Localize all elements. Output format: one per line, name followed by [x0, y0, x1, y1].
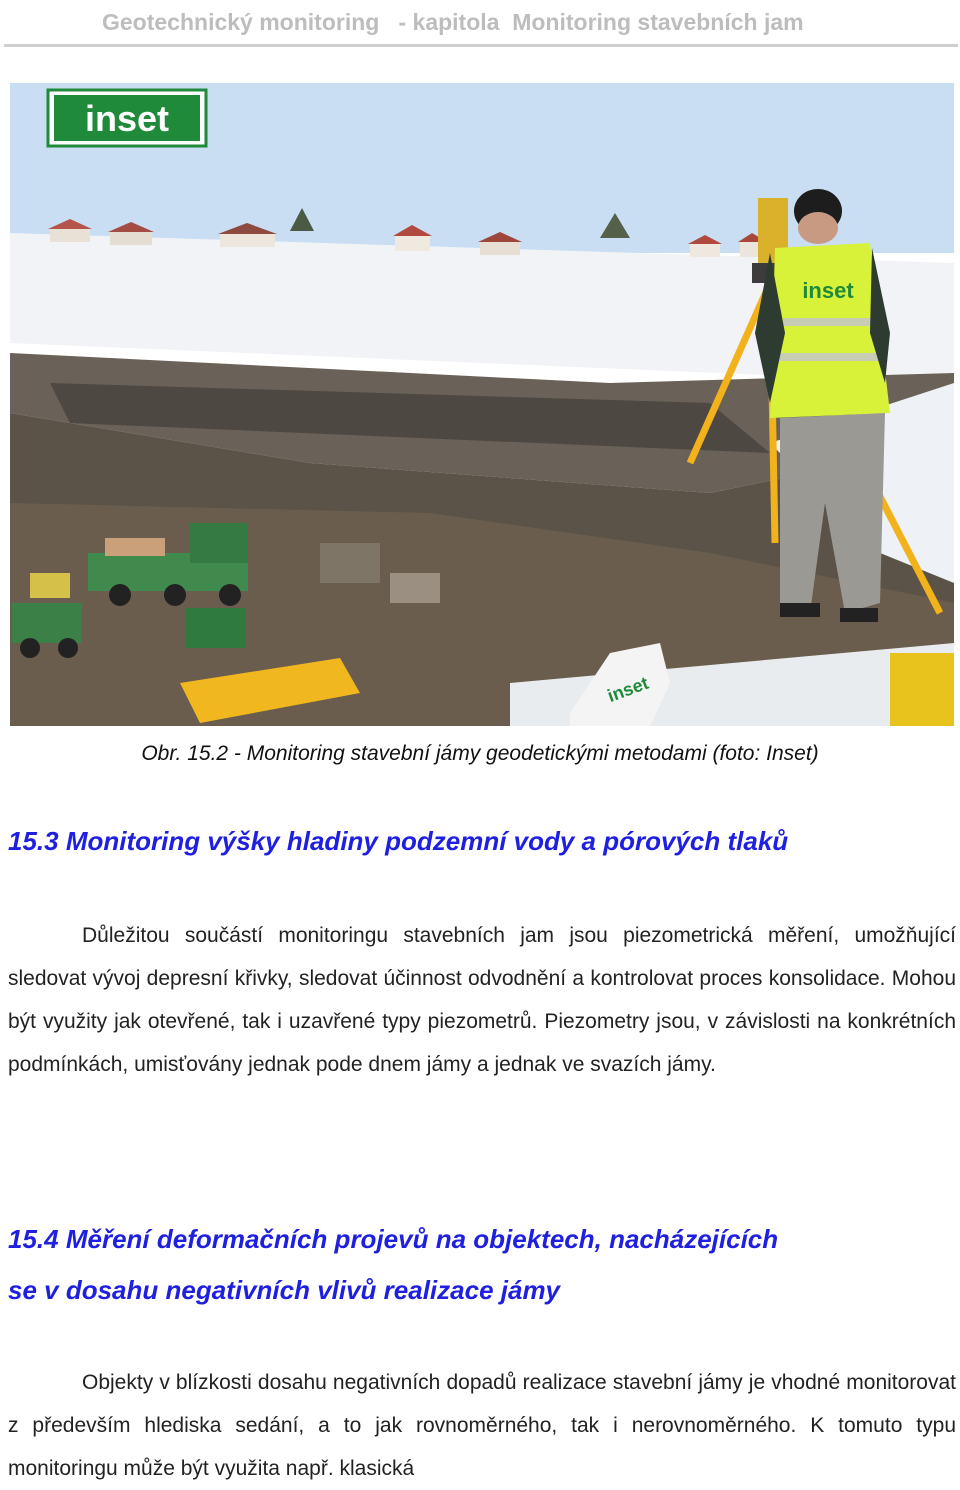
- section-heading-15-4-line1: 15.4 Měření deformačních projevů na objektech, nacházejících: [8, 1224, 779, 1254]
- instrument-case: [890, 653, 954, 726]
- section-paragraph-15-3: [8, 914, 956, 1086]
- inset-logo: [48, 90, 206, 146]
- vest-logo-text: inset: [802, 278, 854, 303]
- photo-illustration: [10, 83, 954, 726]
- figure-caption: Obr. 15.2 - Monitoring stavební jámy geodetickými metodami (foto: Inset): [141, 742, 819, 765]
- section-heading-15-4-line2: se v dosahu negativních vlivů realizace jámy: [8, 1275, 561, 1305]
- page-header: [4, 0, 958, 47]
- sack-logo-text: inset: [604, 672, 652, 706]
- paragraph-text: Důležitou součástí monitoringu stavebních jam jsou piezometrická měření, umožňující sledovat vývoj depresní křivky, sledovat účinnost odvodnění a kontrolovat proces konsolidace. Mohou být využity jak otevřené, tak i uzavřené typy piezometrů. Piezometry jsou, v závislosti na konkrétních podmínkách, umisťovány jednak pode dnem jámy a jednak ve svazích jámy.: [8, 924, 956, 1076]
- logo-text: inset: [84, 98, 170, 139]
- section-paragraph-15-4: [8, 1361, 956, 1490]
- paragraph-text: Objekty v blízkosti dosahu negativních dopadů realizace stavební jámy je vhodné monitorovat z především hlediska sedání, a to jak rovnoměrného, tak i nerovnoměrného. K tomuto typu monitoringu může být využita např. klasická: [8, 1371, 956, 1480]
- section-heading-15-3: 15.3 Monitoring výšky hladiny podzemní vody a pórových tlaků: [8, 826, 789, 856]
- header-title: Geotechnický monitoring - kapitola Monitoring stavebních jam: [102, 9, 804, 35]
- construction-site-photo: [10, 83, 954, 726]
